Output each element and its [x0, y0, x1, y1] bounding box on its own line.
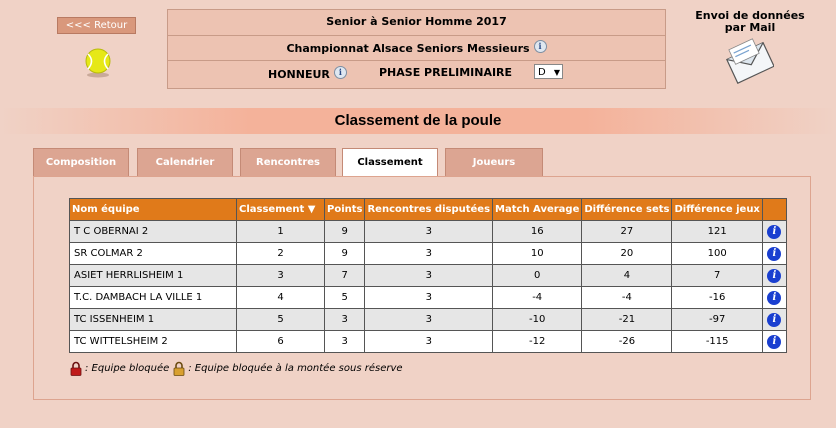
- ranking-cell: 6: [237, 331, 325, 353]
- ranking-cell: 5: [237, 309, 325, 331]
- phase-label: PHASE PRELIMINAIRE: [379, 66, 513, 79]
- ranking-cell: 2: [237, 243, 325, 265]
- tennis-ball-icon: [83, 48, 113, 78]
- match-average-cell: -4: [493, 287, 582, 309]
- col-header-sets-diff[interactable]: Différence sets: [582, 199, 672, 221]
- info-icon[interactable]: i: [767, 313, 781, 327]
- row-info-cell: [762, 243, 786, 265]
- ranking-cell: 4: [237, 287, 325, 309]
- info-icon[interactable]: i: [767, 335, 781, 349]
- poule-select[interactable]: [534, 64, 563, 79]
- sets-diff-cell: 20: [582, 243, 672, 265]
- competition-header: [167, 9, 666, 89]
- mail-label: Envoi de données par Mail: [695, 9, 805, 34]
- tab-rencontres[interactable]: Rencontres: [240, 148, 336, 176]
- col-header-points[interactable]: Points: [325, 199, 365, 221]
- games-diff-cell: 100: [672, 243, 762, 265]
- points-cell: 3: [325, 331, 365, 353]
- team-name[interactable]: T.C. DAMBACH LA VILLE 1: [70, 287, 237, 309]
- tab-calendrier[interactable]: Calendrier: [137, 148, 233, 176]
- section-title-band: [0, 108, 836, 134]
- match-average-cell: -10: [493, 309, 582, 331]
- matches-cell: 3: [365, 265, 493, 287]
- table-row: [70, 309, 787, 331]
- games-diff-cell: -16: [672, 287, 762, 309]
- division-info-icon[interactable]: i: [334, 66, 347, 79]
- team-name[interactable]: SR COLMAR 2: [70, 243, 237, 265]
- competition-title: Senior à Senior Homme 2017: [326, 15, 507, 28]
- col-header-matches[interactable]: Rencontres disputées: [365, 199, 493, 221]
- games-diff-cell: 121: [672, 221, 762, 243]
- legend-blocked: : Equipe bloquée: [85, 363, 170, 374]
- sets-diff-cell: -21: [582, 309, 672, 331]
- sets-diff-cell: 4: [582, 265, 672, 287]
- tab-composition[interactable]: Composition: [33, 148, 129, 176]
- team-name[interactable]: T C OBERNAI 2: [70, 221, 237, 243]
- col-header-match-average[interactable]: Match Average: [493, 199, 582, 221]
- info-icon[interactable]: i: [767, 247, 781, 261]
- row-info-cell: [762, 221, 786, 243]
- match-average-cell: -12: [493, 331, 582, 353]
- envelope-icon[interactable]: [726, 38, 774, 84]
- row-info-cell: [762, 309, 786, 331]
- red-lock-icon: [70, 361, 82, 376]
- info-icon[interactable]: i: [767, 225, 781, 239]
- row-info-cell: [762, 265, 786, 287]
- tab-classement[interactable]: Classement: [342, 148, 438, 177]
- championship-info-icon[interactable]: i: [534, 40, 547, 53]
- row-info-cell: [762, 331, 786, 353]
- dropdown-arrow-icon: ▼: [553, 68, 560, 77]
- orange-lock-icon: [173, 361, 185, 376]
- matches-cell: 3: [365, 221, 493, 243]
- matches-cell: 3: [365, 309, 493, 331]
- back-button[interactable]: <<< Retour: [57, 17, 136, 34]
- poule-select-value: D: [538, 67, 546, 78]
- legend: [70, 361, 403, 376]
- table-header-row: [70, 199, 787, 221]
- points-cell: 5: [325, 287, 365, 309]
- row-info-cell: [762, 287, 786, 309]
- points-cell: 3: [325, 309, 365, 331]
- games-diff-cell: -97: [672, 309, 762, 331]
- matches-cell: 3: [365, 331, 493, 353]
- legend-blocked-reserve: : Equipe bloquée à la montée sous réserve: [188, 363, 403, 374]
- table-row: [70, 331, 787, 353]
- info-icon[interactable]: i: [767, 269, 781, 283]
- games-diff-cell: -115: [672, 331, 762, 353]
- sets-diff-cell: -26: [582, 331, 672, 353]
- team-name[interactable]: ASIET HERRLISHEIM 1: [70, 265, 237, 287]
- points-cell: 9: [325, 243, 365, 265]
- games-diff-cell: 7: [672, 265, 762, 287]
- table-row: [70, 243, 787, 265]
- match-average-cell: 16: [493, 221, 582, 243]
- col-header-team[interactable]: Nom équipe: [70, 199, 237, 221]
- sets-diff-cell: 27: [582, 221, 672, 243]
- info-icon[interactable]: i: [767, 291, 781, 305]
- section-title: Classement de la poule: [334, 112, 502, 129]
- tab-joueurs[interactable]: Joueurs: [445, 148, 543, 176]
- team-name[interactable]: TC WITTELSHEIM 2: [70, 331, 237, 353]
- matches-cell: 3: [365, 243, 493, 265]
- sets-diff-cell: -4: [582, 287, 672, 309]
- col-header-games-diff[interactable]: Différence jeux: [672, 199, 762, 221]
- col-header-info: [762, 199, 786, 221]
- division-label: HONNEUR: [268, 68, 330, 81]
- col-header-ranking[interactable]: Classement ▼: [237, 199, 325, 221]
- championship-name: Championnat Alsace Seniors Messieurs: [286, 42, 530, 55]
- matches-cell: 3: [365, 287, 493, 309]
- team-name[interactable]: TC ISSENHEIM 1: [70, 309, 237, 331]
- points-cell: 9: [325, 221, 365, 243]
- table-row: [70, 265, 787, 287]
- ranking-cell: 3: [237, 265, 325, 287]
- ranking-cell: 1: [237, 221, 325, 243]
- table-row: [70, 287, 787, 309]
- points-cell: 7: [325, 265, 365, 287]
- match-average-cell: 10: [493, 243, 582, 265]
- table-row: [70, 221, 787, 243]
- ranking-table: [69, 198, 787, 353]
- match-average-cell: 0: [493, 265, 582, 287]
